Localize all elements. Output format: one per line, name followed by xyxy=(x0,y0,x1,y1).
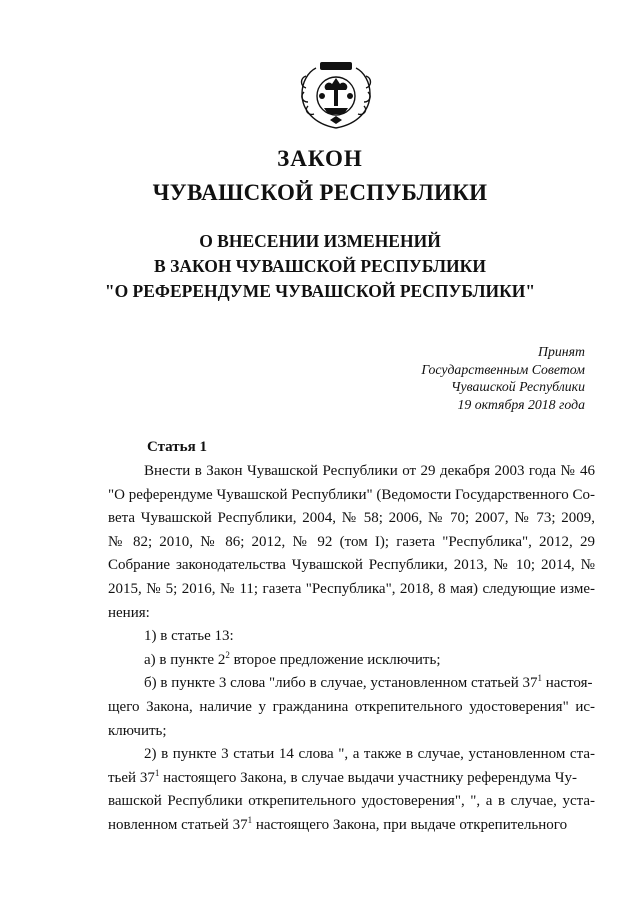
text-fragment: настоящего Закона, в случае выдачи участнику референдума Чу- xyxy=(159,769,577,786)
adoption-note xyxy=(421,343,585,413)
text-line: 2015, № 5; 2016, № 11; газета "Республика", 2018, 8 мая) следующие изме- xyxy=(108,580,595,597)
text-fragment: тьей 37 xyxy=(108,769,155,786)
article-heading: Статья 1 xyxy=(147,439,207,455)
text-fragment: б) в пункте 3 слова "либо в случае, установленном статьей 37 xyxy=(144,675,538,692)
text-line: Внести в Закон Чувашской Республики от 29 декабря 2003 года № 46 xyxy=(144,463,595,479)
text-fragment: настоя- xyxy=(541,675,593,692)
adoption-line: Государственным Советом xyxy=(421,361,585,377)
adoption-line: Принят xyxy=(538,344,585,359)
text-line: "О референдуме Чувашской Республики" (Ведомости Государственного Со- xyxy=(108,486,595,503)
subtitle-line-2: В ЗАКОН ЧУВАШСКОЙ РЕСПУБЛИКИ xyxy=(154,256,486,276)
text-fragment: второе предложение исключить; xyxy=(229,651,441,668)
text-line: Собрание законодательства Чувашской Республики, 2013, № 10; 2014, № xyxy=(108,557,595,574)
text-line: вашской Республики открепительного удостоверения", ", а в случае, уста- xyxy=(108,793,595,810)
subtitle-line-3: "О РЕФЕРЕНДУМЕ ЧУВАШСКОЙ РЕСПУБЛИКИ" xyxy=(104,281,536,301)
text-line: 1) в статье 13: xyxy=(144,628,234,645)
subtitle-line-1: О ВНЕСЕНИИ ИЗМЕНЕНИЙ xyxy=(199,231,441,251)
superscript: 1 xyxy=(247,814,253,825)
superscript: 1 xyxy=(537,673,542,684)
chuvash-coat-of-arms-icon xyxy=(296,58,376,130)
text-line: щего Закона, наличие у гражданина открепительного удостоверения" ис- xyxy=(108,698,595,715)
superscript: 2 xyxy=(225,649,230,660)
text-line xyxy=(108,672,595,696)
adoption-date: 19 октября 2018 года xyxy=(457,396,585,412)
text-line xyxy=(108,814,595,838)
law-title: ЗАКОН xyxy=(277,146,363,171)
text-fragment: новленном статьей 37 xyxy=(108,816,248,833)
text-fragment: а) в пункте 2 xyxy=(144,651,226,668)
article-body xyxy=(108,460,595,838)
text-fragment: настоящего Закона, при выдаче открепительного xyxy=(252,816,568,833)
superscript: 1 xyxy=(154,767,160,778)
text-line: 2) в пункте 3 статьи 14 слова ", а также в случае, установленном ста- xyxy=(144,746,595,763)
adoption-line: Чувашской Республики xyxy=(450,379,585,394)
republic-title: ЧУВАШСКОЙ РЕСПУБЛИКИ xyxy=(152,180,488,205)
text-line: нения: xyxy=(108,604,150,621)
text-line xyxy=(108,767,595,791)
text-line: вета Чувашской Республики, 2004, № 58; 2006, № 70; 2007, № 73; 2009, xyxy=(108,510,595,527)
text-line: ключить; xyxy=(108,722,167,739)
text-line: № 82; 2010, № 86; 2012, № 92 (том I); газета "Республика", 2012, 29 xyxy=(108,533,595,550)
text-line xyxy=(108,649,595,673)
